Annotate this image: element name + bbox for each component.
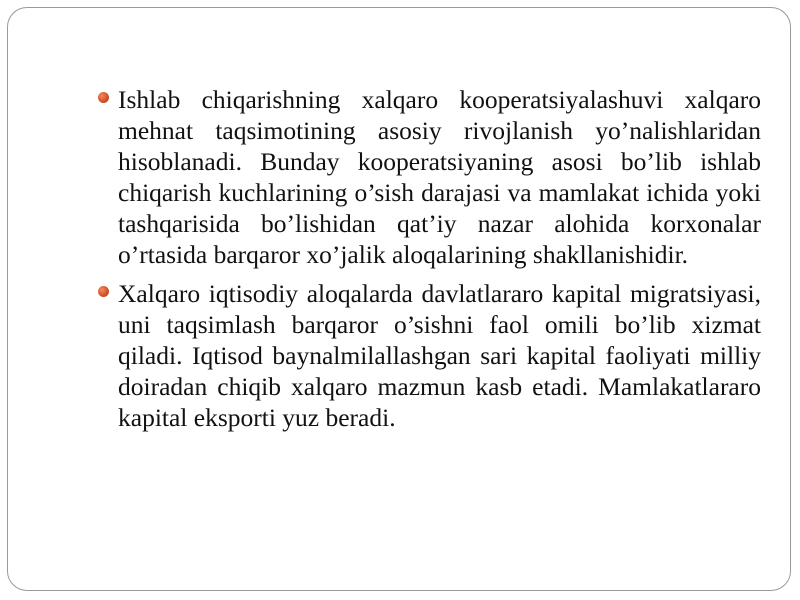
bullet-dot-icon [98,286,109,297]
bullet-item-2 [98,278,761,433]
bullet-dot-icon [98,92,109,103]
slide-frame [7,7,791,591]
bullet-text: Ishlab chiqarishning xalqaro kooperatsiyalashuvi xalqaro mehnat taqsimotining asosiy rivojlanish yo’nalishlaridan hisoblanadi. Bunday kooperatsiyaning asosi bo’lib ishlab chiqarish kuchlarining o’sish darajasi va mamlakat ichida yoki tashqarisida bo’lishidan qat’iy nazar alohida korxonalar o’rtasida barqaror xo’jalik aloqalarining shakllanishidir. [118,85,761,269]
bullet-text: Xalqaro iqtisodiy aloqalarda davlatlararo kapital migratsiyasi, uni taqsimlash barqaror o’sishni faol omili bo’lib xizmat qiladi. Iqtisod baynalmilallashgan sari kapital faoliyati milliy doiradan chiqib xalqaro mazmun kasb etadi. Mamlakatlararo kapital eksporti yuz beradi. [118,279,761,432]
slide-content [98,84,761,441]
bullet-item-1 [98,84,761,270]
